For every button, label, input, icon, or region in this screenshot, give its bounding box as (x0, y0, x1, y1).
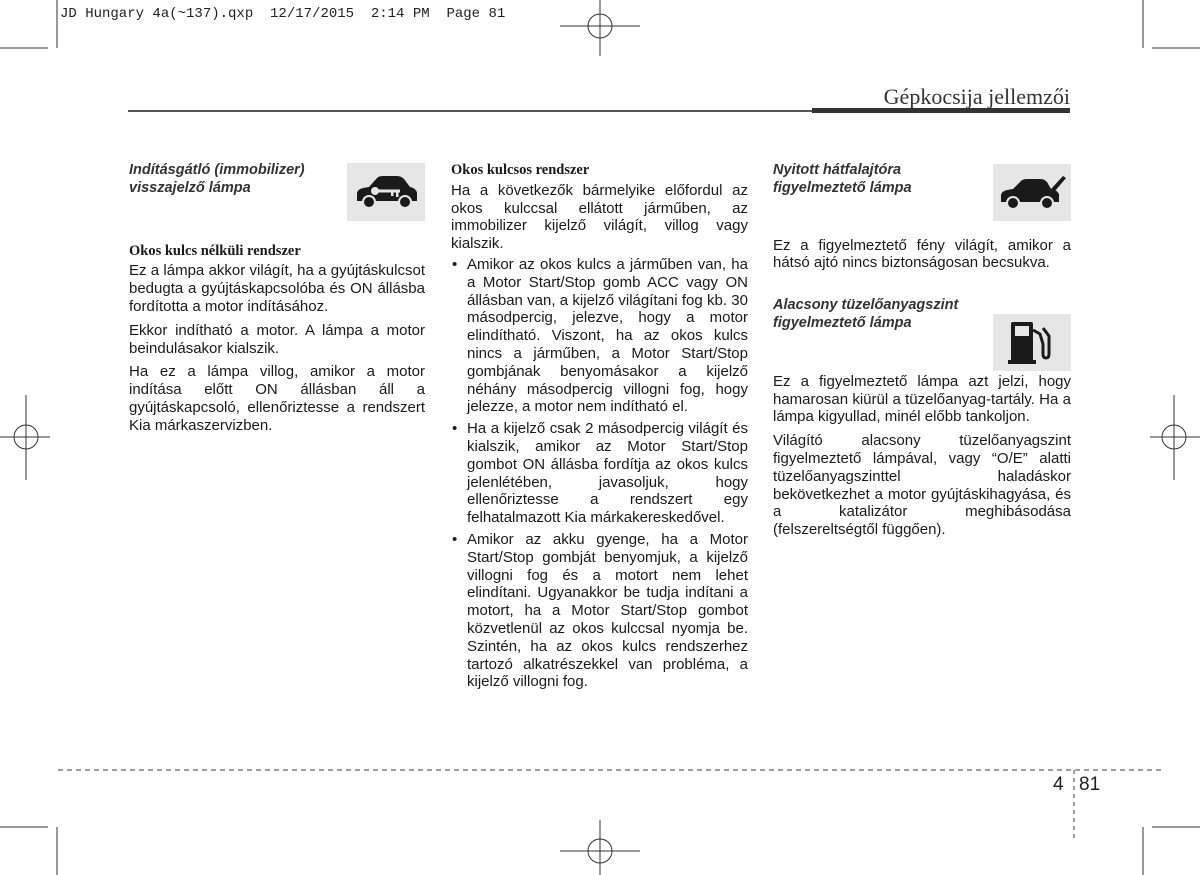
file-header: JD Hungary 4a(~137).qxp 12/17/2015 2:14 PM Page 81 (60, 6, 506, 22)
open-trunk-car-icon (993, 164, 1071, 221)
smart-key-subhead: Okos kulcsos rendszer (451, 162, 590, 178)
smart-key-intro: Ha a következők bármelyike előfordul az okos kulccsal ellátott járműben, az immobilizer kijelző világít, villog vagy kialszik. (451, 181, 748, 253)
section-title: Gépkocsija jellemzői (883, 84, 1070, 109)
low-fuel-warning-title: Alacsony tüzelőanyagszint figyelmeztető lámpa (773, 297, 959, 331)
column-2 (451, 162, 748, 695)
car-key-icon (347, 163, 425, 221)
page-number: 81 (1079, 774, 1101, 795)
registration-mark-right (1150, 395, 1200, 480)
fuel-pump-icon (993, 314, 1071, 371)
chapter-number: 4 (1053, 774, 1064, 795)
immobilizer-paragraph-2: Ekkor indítható a motor. A lámpa a motor beindulásakor kialszik. (129, 321, 425, 357)
bullet-item: • Amikor az okos kulcs a járműben van, ha a Motor Start/Stop gomb ACC vagy ON állásban van, a kijelző világítani fog kb. 30 másodpercig, jelezve, hogy a motor elindítható. Viszont, ha az okos kulcs nincs a járműben, a Motor Start/Stop gombjának benyomásakor a kijelző néhány másodpercig villogni fog, hogy jelezze, a motor nem indítható el. (451, 256, 748, 416)
immobilizer-indicator-title: Indításgátló (immobilizer) visszajelző lámpa (129, 162, 305, 196)
trunk-warning-text: Ez a figyelmeztető fény világít, amikor a hátsó ajtó nincs biztonságosan becsukva. (773, 236, 1071, 272)
registration-mark-bottom (560, 820, 640, 875)
registration-mark-top (560, 0, 640, 56)
immobilizer-icon-box (347, 163, 425, 221)
smart-key-bullet-list (451, 256, 748, 691)
immobilizer-paragraph-3: Ha ez a lámpa villog, amikor a motor indítása előtt ON állásban áll a gyújtáskapcsoló, ellenőriztesse a rendszert Kia márkaszervizben. (129, 363, 425, 434)
immobilizer-paragraph-1: Ez a lámpa akkor világít, ha a gyújtáskulcsot bedugta a gyújtáskapcsolóba és ON állásba fordította a motor indításához. (129, 262, 425, 315)
bullet-item: • Amikor az akku gyenge, ha a Motor Start/Stop gombját benyomjuk, a kijelző villogni fog és a motort nem lehet elindítani. Ugyanakkor be tudja indítani a motort, ha a Motor Start/Stop gombot közvetlenül az okos kulccsal nyomja be. Szintén, ha az okos kulcs rendszerhez tartozó alkatrészekkel van probléma, a kijelző villogni fog. (451, 531, 748, 691)
bullet-item: • Ha a kijelző csak 2 másodpercig világít és kialszik, amikor az Motor Start/Stop gombot ON állásba fordítja az okos kulcs jelenlétében, javasoljuk, hogy ellenőriztesse a rendszert egy felhatalmazott Kia márkakereskedővel. (451, 420, 748, 527)
registration-mark-left (0, 395, 50, 480)
smart-key-less-subhead: Okos kulcs nélküli rendszer (129, 242, 301, 259)
fuel-icon-box (993, 314, 1071, 371)
trunk-warning-title: Nyitott hátfalajtóra figyelmeztető lámpa (773, 162, 912, 196)
low-fuel-paragraph-2: Világító alacsony tüzelőanyagszint figyelmeztető lámpával, vagy “O/E” alatti tüzelőanyagszinttel haladáskor bekövetkezhet a motor gyújtáskihagyása, és a katalizátor meghibásodása (felszereltségtől függően). (773, 432, 1071, 539)
trunk-icon-box (993, 164, 1071, 221)
low-fuel-paragraph-1: Ez a figyelmeztető lámpa azt jelzi, hogy hamarosan kiürül a tüzelőanyag-tartály. Ha a lámpa kigyullad, minél előbb tankoljon. (773, 372, 1071, 426)
